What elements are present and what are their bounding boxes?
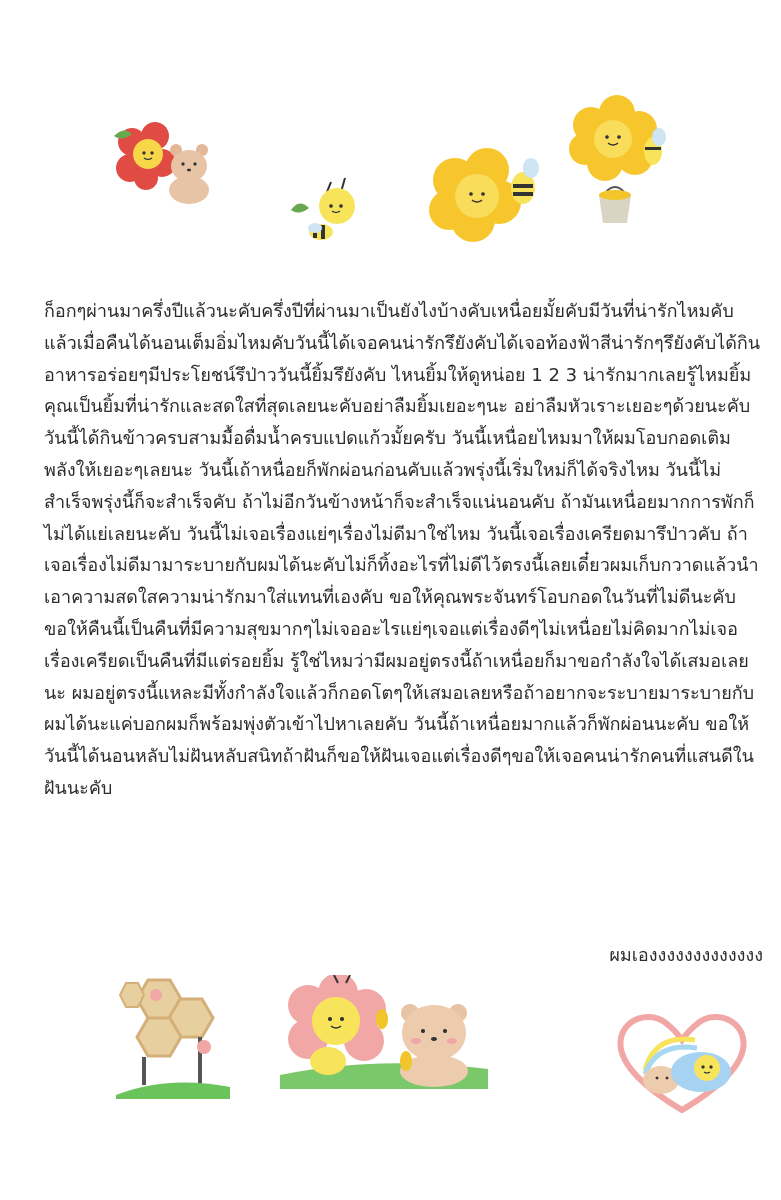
- signature: ผมเองงงงงงงงงงงงง: [609, 945, 763, 966]
- yellow-flower-bee-sticker: [425, 140, 545, 248]
- bee-icon: [511, 158, 539, 204]
- pink-flower-bear-sticker: [278, 975, 493, 1095]
- letter-line: แล้วเมื่อคืนได้นอนเต็มอิ่มไหมคับวันนี้ได้เจอคนน่ารักรึยังคับได้เจอท้องฟ้าสีน่ารักๆรึยังคับได้กิน: [44, 332, 761, 354]
- bee-sticker: [285, 170, 365, 250]
- heart-icon: [620, 1017, 743, 1110]
- letter-body: [44, 296, 770, 805]
- letter-line: วันนี้ได้กินข้าวครบสามมื้อดื่มน้ำครบแปดแก้วมั้ยครับ วันนี้เหนื่อยไหมมาให้ผมโอบกอดเติม: [44, 428, 731, 450]
- letter-line: อาหารอร่อยๆมีประโยชน์รึป่าววันนี้ยิ้มรึยังคับ ไหนยิ้มให้ดูหน่อย 1 2 3 น่ารักมากเลยรู้ไหมยิ้ม: [44, 364, 752, 386]
- letter-line: เจอเรื่องไม่ดีมามาระบายกับผมได้นะคับไม่ก็ทิ้งอะไรที่ไม่ดีไว้ตรงนี้เลยเดี๋ยวผมเก็บกวาดแล้วนำ: [44, 555, 759, 577]
- letter-line: วันนี้ได้นอนหลับไม่ฝันหลับสนิทถ้าฝันก็ขอให้ฝันเจอแต่เรื่องดีๆขอให้เจอคนน่ารักคนที่แสนดีใน: [44, 746, 754, 768]
- honey-bucket-icon: [599, 187, 631, 223]
- bear-icon: [400, 1004, 468, 1087]
- letter-line: พลังให้เยอะๆเลยนะ วันนี้เถ้าหนื่อยก็พักผ่อนก่อนคับแล้วพรุ่งนี้เริ่มใหม่ก็ได้จริงไหม วันนี้ไม่: [44, 459, 722, 481]
- yellow-flower-bucket-sticker: [565, 95, 675, 230]
- letter-line: ฝันนะคับ: [44, 777, 113, 799]
- letter-line: คุณเป็นยิ้มที่น่ารักและสดใสที่สุดเลยนะคับอย่าลืมยิ้มเยอะๆนะ อย่าลืมหัวเราะเยอะๆด้วยนะคับ: [44, 396, 751, 418]
- letter-line: เรื่องเครียดเป็นคืนที่มีแต่รอยยิ้ม รู้ใช่ไหมว่ามีผมอยู่ตรงนี้ถ้าเหนื่อยก็มาขอกำลังใจได้เสมอเลย: [44, 650, 749, 672]
- bee-icon: [291, 178, 355, 240]
- red-flower-bear-sticker: [110, 118, 220, 208]
- pink-flower-icon: [288, 975, 388, 1075]
- letter-line: ก็อกๆผ่านมาครึ่งปีแล้วนะคับครึ่งปีที่ผ่านมาเป็นยังไงบ้างคับเหนื่อยมั้ยคับมีวันที่น่ารักไหมคับ: [44, 301, 734, 322]
- yellow-flower-icon: [429, 148, 521, 242]
- letter-line: เอาความสดใสความน่ารักมาใส่แทนที่เองคับ ขอให้คุณพระจันทร์โอบกอดในวันที่ไม่ดีนะคับ: [44, 587, 736, 609]
- yellow-flower-icon: [569, 95, 657, 181]
- heart-rainbow-sticker: [615, 1010, 750, 1115]
- letter-line: สำเร็จพรุ่งนี้ก็จะสำเร็จคับ ถ้าไม่อีกวันข้างหน้าก็จะสำเร็จแน่นอนคับ ถ้ามันเหนื่อยมากการพักก็: [44, 491, 755, 513]
- red-flower-icon: [114, 122, 176, 190]
- letter-line: นะ ผมอยู่ตรงนี้แหละมีทั้งกำลังใจแล้วก็กอดโตๆให้เสมอเลยหรือถ้าอยากจะระบายมาระบายกับ: [44, 682, 755, 704]
- honeycomb-sticker: [108, 975, 233, 1105]
- bear-icon: [169, 144, 209, 204]
- letter-line: ขอให้คืนนี้เป็นคืนที่มีความสุขมากๆไม่เจออะไรแย่ๆเจอแต่เรื่องดีๆไม่เหนื่อยไม่คิดมากไม่เจอ: [44, 618, 738, 640]
- letter-line: ไม่ได้แย่เลยนะคับ วันนี้ไม่เจอเรื่องแย่ๆเรื่องไม่ดีมาใช่ไหม วันนี้เจอเรื่องเครียดมารึป่าวคับ ถ้า: [44, 523, 748, 545]
- letter-line: ผมได้นะแค่บอกผมก็พร้อมพุ่งตัวเข้าไปหาเลยคับ วันนี้ถ้าเหนื่อยมากแล้วก็พักผ่อนนะคับ ขอให้: [44, 714, 750, 736]
